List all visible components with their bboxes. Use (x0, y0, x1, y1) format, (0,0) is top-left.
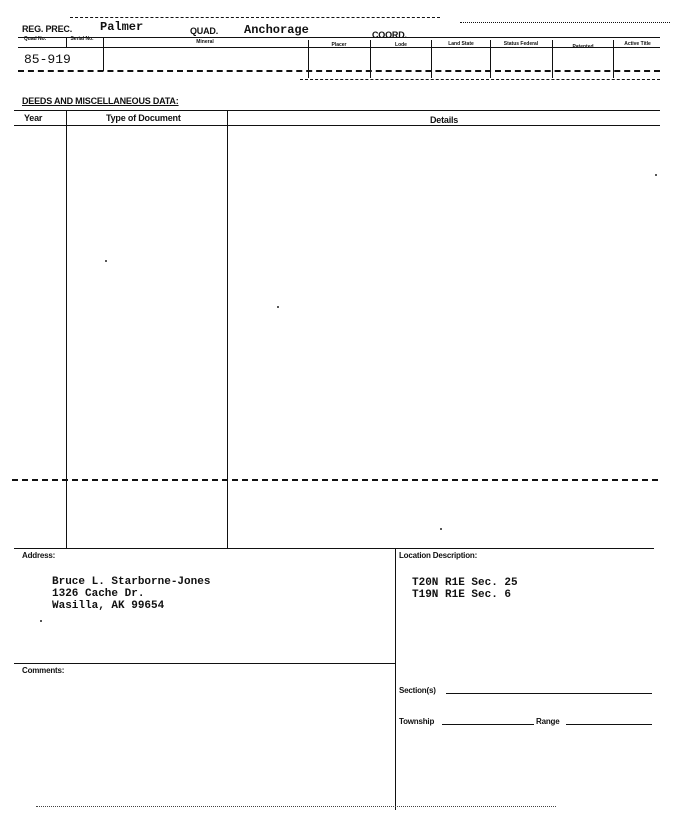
speck (277, 306, 279, 308)
reg-prec-value: Palmer (100, 20, 144, 34)
deeds-dashed-rule (12, 479, 658, 481)
deeds-div-year (66, 110, 67, 548)
township-label: Township (399, 717, 435, 726)
deeds-col-year: Year (24, 113, 43, 123)
col-active-title: Active Title (624, 41, 651, 47)
address-comments-rule (14, 663, 395, 664)
col-quad-no: Quad No. (23, 36, 47, 42)
township-fill-line (442, 724, 534, 725)
location-line: T20N R1E Sec. 25 (412, 577, 518, 589)
address-line: 1326 Cache Dr. (52, 588, 145, 600)
col-lode: Lode (395, 42, 407, 48)
header-rule-1 (18, 37, 660, 38)
col-mineral: Mineral (196, 39, 214, 45)
col-serial-no: Serial No. (70, 36, 94, 42)
deeds-rule-header (14, 125, 660, 126)
speck (655, 174, 657, 176)
address-line: Wasilla, AK 99654 (52, 600, 165, 612)
quad-value: Anchorage (244, 23, 309, 37)
range-fill-line (566, 724, 652, 725)
bottom-divider (395, 548, 396, 810)
reg-prec-label: REG. PREC. (22, 24, 73, 34)
deeds-div-type (227, 110, 228, 548)
header-div-d (370, 40, 371, 78)
address-label: Address: (22, 551, 56, 560)
header-div-g (552, 40, 553, 78)
header-top-rule-right (460, 22, 670, 23)
header-div-b (103, 37, 104, 71)
quad-label: QUAD. (190, 26, 218, 36)
header-rule-3 (18, 70, 660, 72)
deeds-col-type: Type of Document (106, 113, 181, 123)
header-div-c (308, 40, 309, 78)
location-block (412, 577, 518, 601)
speck (440, 528, 442, 530)
deeds-rule-top (14, 110, 660, 111)
location-line: T19N R1E Sec. 6 (412, 589, 512, 601)
header-section (0, 0, 678, 90)
coord-label: COORD. (372, 30, 407, 40)
header-div-e (431, 40, 432, 78)
address-block (52, 576, 210, 612)
sections-fill-line (446, 693, 652, 694)
col-land-state: Land State (448, 41, 474, 47)
comments-label: Comments: (22, 666, 65, 675)
col-status-federal: Status Federal (503, 41, 539, 47)
record-number: 85-919 (24, 52, 71, 67)
sections-label: Section(s) (399, 686, 436, 695)
deeds-section (0, 90, 678, 550)
col-patented: Patented (572, 44, 594, 50)
address-line: Bruce L. Starborne-Jones (52, 576, 211, 588)
header-div-h (613, 40, 614, 78)
header-top-rule (70, 17, 440, 18)
header-div-f (490, 40, 491, 78)
col-placer: Placer (331, 42, 347, 48)
location-label: Location Description: (399, 551, 478, 560)
range-label: Range (536, 717, 560, 726)
deeds-section-title: DEEDS AND MISCELLANEOUS DATA: (22, 96, 179, 106)
bottom-rule-top (14, 548, 654, 549)
header-rule-4 (300, 79, 660, 80)
bottom-scan-noise (36, 806, 556, 807)
speck (105, 260, 107, 262)
deeds-col-details: Details (430, 115, 459, 125)
speck (40, 620, 42, 622)
